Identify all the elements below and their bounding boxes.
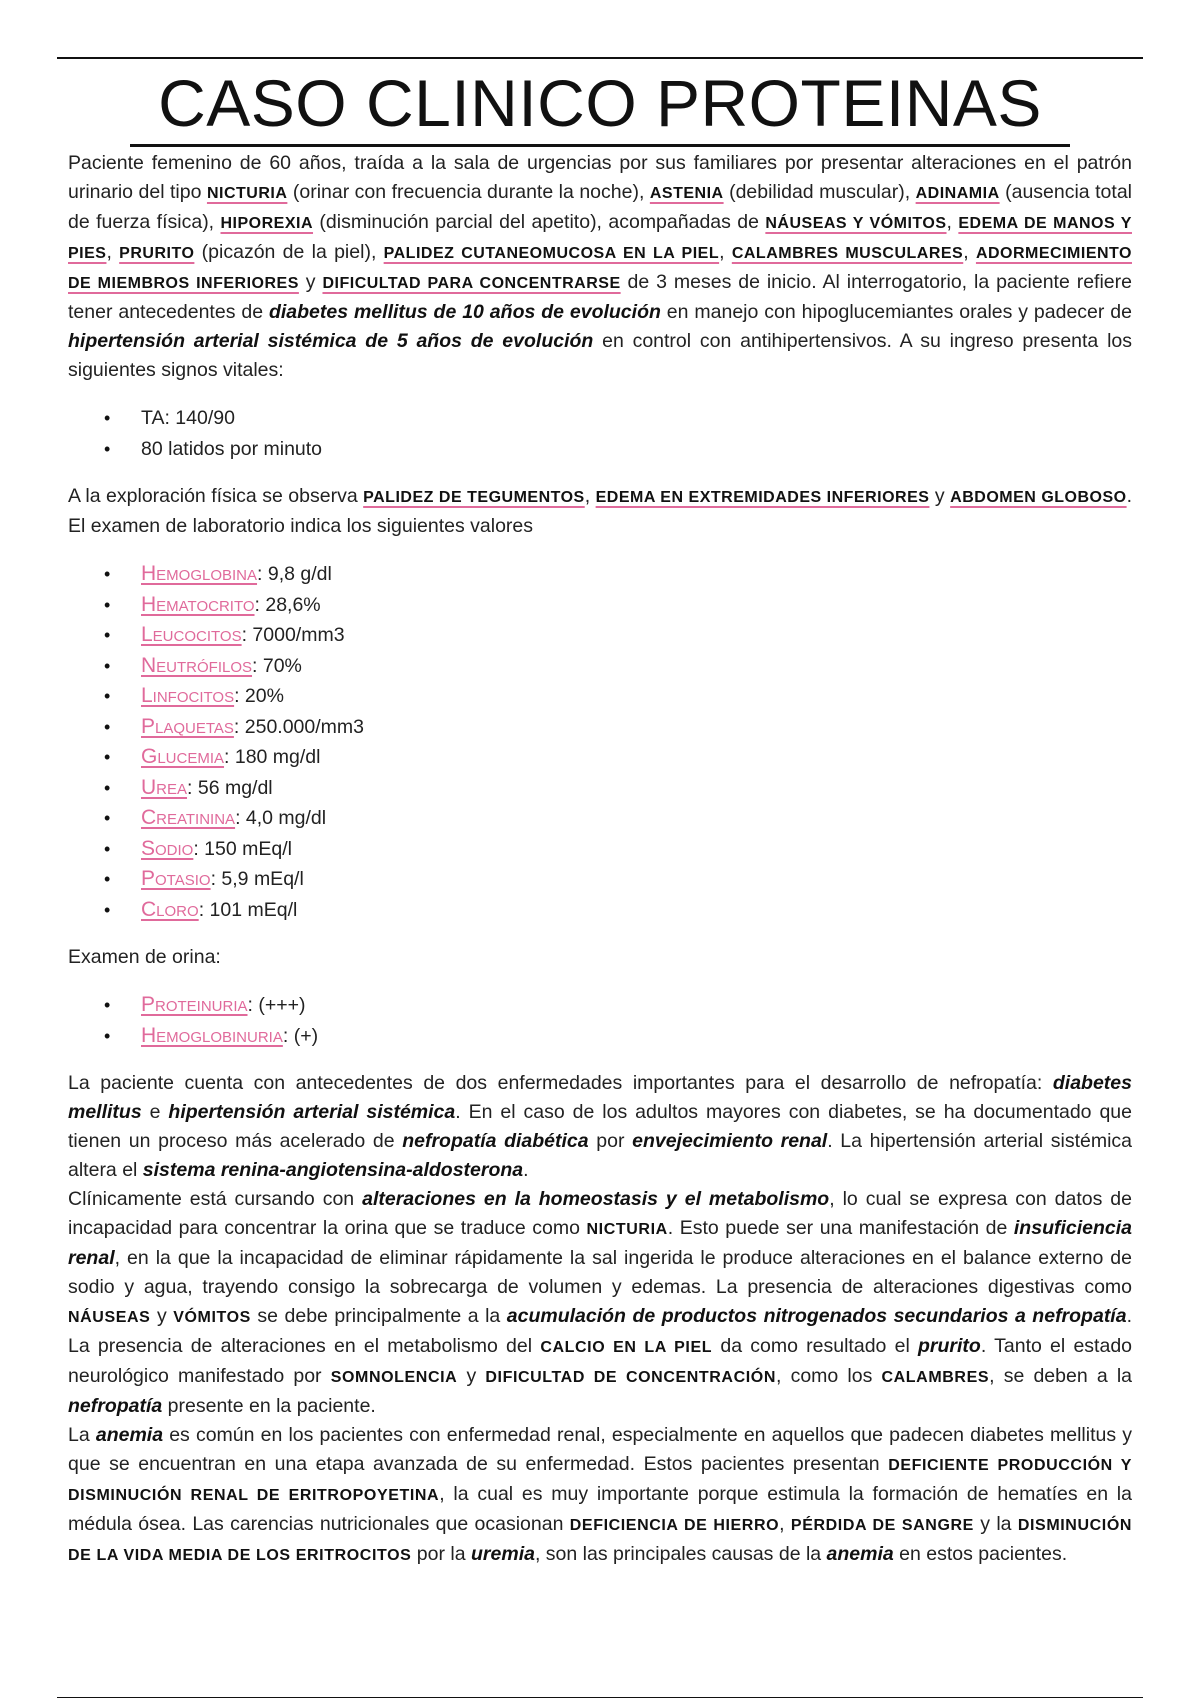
- symptom-calambres: CALAMBRES MUSCULARES: [731, 245, 964, 262]
- discussion-paragraph-3: La anemia es común en los pacientes con enfermedad renal, especialmente en aquellos que padecen diabetes mellitus y que se encuentran en una etapa avanzada de su enfermedad. Estos pacientes presentan DEFICIENTE PRODUCCIÓN Y DISMINUCIÓN RENAL DE ERITROPOYETINA, la cual es muy importante porque estimula la formación de hematíes en la médula ósea. Las carencias nutricionales que ocasionan DEFICIENCIA DE HIERRO, PÉRDIDA DE SANGRE y la DISMINUCIÓN DE LA VIDA MEDIA DE LOS ERITROCITOS por la uremia, son las principales causas de la anemia en estos pacientes.: [68, 1424, 1133, 1565]
- history-hypertension: hipertensión arterial sistémica de 5 años de evolución: [68, 330, 594, 352]
- intro-paragraph: Paciente femenino de 60 años, traída a la sala de urgencias por sus familiares por presentar alteraciones en el patrón urinario del tipo NICTURIA (orinar con frecuencia durante la noche), ASTENIA (debilidad muscular), ADINAMIA (ausencia total de fuerza física), HIPOREXIA (disminución parcial del apetito), acompañadas de NÁUSEAS Y VÓMITOS, EDEMA DE MANOS Y PIES, PRURITO (picazón de la piel), PALIDEZ CUTANEOMUCOSA EN LA PIEL, CALAMBRES MUSCULARES, ADORMECIMIENTO DE MIEMBROS INFERIORES y DIFICULTAD PARA CONCENTRARSE de 3 meses de inicio. Al interrogatorio, la paciente refiere tener antecedentes de diabetes mellitus de 10 años de evolución en manejo con hipoglucemiantes orales y padecer de hipertensión arterial sistémica de 5 años de evolución en control con antihipertensivos. A su ingreso presenta los siguientes signos vitales:: [68, 152, 1132, 381]
- lab-name: Potasio: [141, 867, 211, 890]
- list-item: • Proteinuria: (+++): [68, 990, 1132, 1021]
- list-item: • Potasio: 5,9 mEq/l: [68, 864, 1132, 895]
- symptom-astenia: ASTENIA: [649, 185, 724, 202]
- urine-heading: Examen de orina:: [68, 946, 221, 968]
- finding-palidez: PALIDEZ DE TEGUMENTOS: [363, 489, 585, 506]
- list-item: • Urea: 56 mg/dl: [68, 773, 1132, 804]
- top-rule: [57, 57, 1143, 59]
- finding-edema: EDEMA EN EXTREMIDADES INFERIORES: [595, 489, 930, 506]
- symptom-dificultad: DIFICULTAD PARA CONCENTRARSE: [322, 275, 621, 292]
- list-item: • Leucocitos: 7000/mm3: [68, 620, 1132, 651]
- lab-name: Urea: [141, 775, 188, 799]
- lab-name: Sodio: [141, 836, 194, 860]
- lab-name: Glucemia: [141, 745, 225, 768]
- list-item: • Hemoglobina: 9,8 g/dl: [68, 559, 1132, 590]
- page-title: CASO CLINICO PROTEINAS: [130, 62, 1070, 147]
- symptom-adinamia: ADINAMIA: [915, 185, 1000, 202]
- lab-name: Plaquetas: [141, 714, 234, 738]
- lab-name: Leucocitos: [141, 623, 242, 646]
- lab-name: Linfocitos: [141, 684, 235, 707]
- history-diabetes: diabetes mellitus de 10 años de evolución: [268, 301, 661, 323]
- list-item: • Neutrófilos: 70%: [68, 651, 1132, 682]
- vitals-list: [68, 403, 1132, 464]
- symptom-palidez: PALIDEZ CUTANEOMUCOSA EN LA PIEL: [383, 245, 720, 262]
- symptom-hiporexia: HIPOREXIA: [220, 215, 314, 232]
- finding-abdomen: ABDOMEN GLOBOSO: [950, 489, 1127, 506]
- lab-name: Creatinina: [141, 806, 236, 829]
- lab-name: Hemoglobinuria: [141, 1023, 283, 1047]
- list-item: • Cloro: 101 mEq/l: [68, 895, 1132, 926]
- symptom-nicturia: NICTURIA: [206, 185, 288, 202]
- list-item: • Linfocitos: 20%: [68, 681, 1132, 712]
- discussion-paragraph-2: Clínicamente está cursando con alteraciones en la homeostasis y el metabolismo, lo cual se expresa con datos de incapacidad para concentrar la orina que se traduce como NICTURIA. Esto puede ser una manifestación de insuficiencia renal, en la que la incapacidad de eliminar rápidamente la sal ingerida le produce alteraciones en el balance externo de sodio y agua, trayendo consigo la sobrecarga de volumen y edemas. La presencia de alteraciones digestivas como NÁUSEAS y VÓMITOS se debe principalmente a la acumulación de productos nitrogenados secundarios a nefropatía. La presencia de alteraciones en el metabolismo del CALCIO EN LA PIEL da como resultado el prurito. Tanto el estado neurológico manifestado por SOMNOLENCIA y DIFICULTAD DE CONCENTRACIÓN, como los CALAMBRES, se deben a la nefropatía presente en la paciente.: [68, 1188, 1133, 1417]
- list-item: • Hemoglobinuria: (+): [68, 1021, 1132, 1052]
- list-item: • 80 latidos por minuto: [68, 434, 1132, 465]
- symptom-nauseas: NÁUSEAS Y VÓMITOS: [765, 215, 947, 232]
- labs-list: [68, 559, 1132, 925]
- document-body: [68, 62, 1132, 1570]
- symptom-edema: EDEMA DE MANOS Y PIES: [68, 215, 1132, 262]
- list-item: • Sodio: 150 mEq/l: [68, 834, 1132, 865]
- list-item: • Plaquetas: 250.000/mm3: [68, 712, 1132, 743]
- list-item: • Glucemia: 180 mg/dl: [68, 742, 1132, 773]
- lab-name: Proteinuria: [141, 993, 248, 1016]
- symptom-adormecimiento: ADORMECIMIENTO DE MIEMBROS INFERIORES: [68, 245, 1132, 292]
- urine-list: [68, 990, 1132, 1051]
- list-item: • Creatinina: 4,0 mg/dl: [68, 803, 1132, 834]
- exam-paragraph: A la exploración física se observa PALIDEZ DE TEGUMENTOS, EDEMA EN EXTREMIDADES INFERIORES y ABDOMEN GLOBOSO. El examen de laboratorio indica los siguientes valores: [68, 485, 1133, 537]
- list-item: • TA: 140/90: [68, 403, 1132, 434]
- lab-name: Cloro: [141, 897, 199, 921]
- symptom-prurito: PRURITO: [119, 245, 195, 262]
- discussion-paragraph-1: La paciente cuenta con antecedentes de dos enfermedades importantes para el desarrollo de nefropatía: diabetes mellitus e hipertensión arterial sistémica. En el caso de los adultos mayores con diabetes, se ha documentado que tienen un proceso más acelerado de nefropatía diabética por envejecimiento renal. La hipertensión arterial sistémica altera el sistema renina-angiotensina-aldosterona.: [68, 1072, 1132, 1181]
- bottom-rule: [57, 1697, 1143, 1698]
- lab-name: Hemoglobina: [141, 562, 258, 585]
- lab-name: Neutrófilos: [141, 653, 253, 677]
- lab-name: Hematocrito: [141, 592, 255, 616]
- list-item: • Hematocrito: 28,6%: [68, 590, 1132, 621]
